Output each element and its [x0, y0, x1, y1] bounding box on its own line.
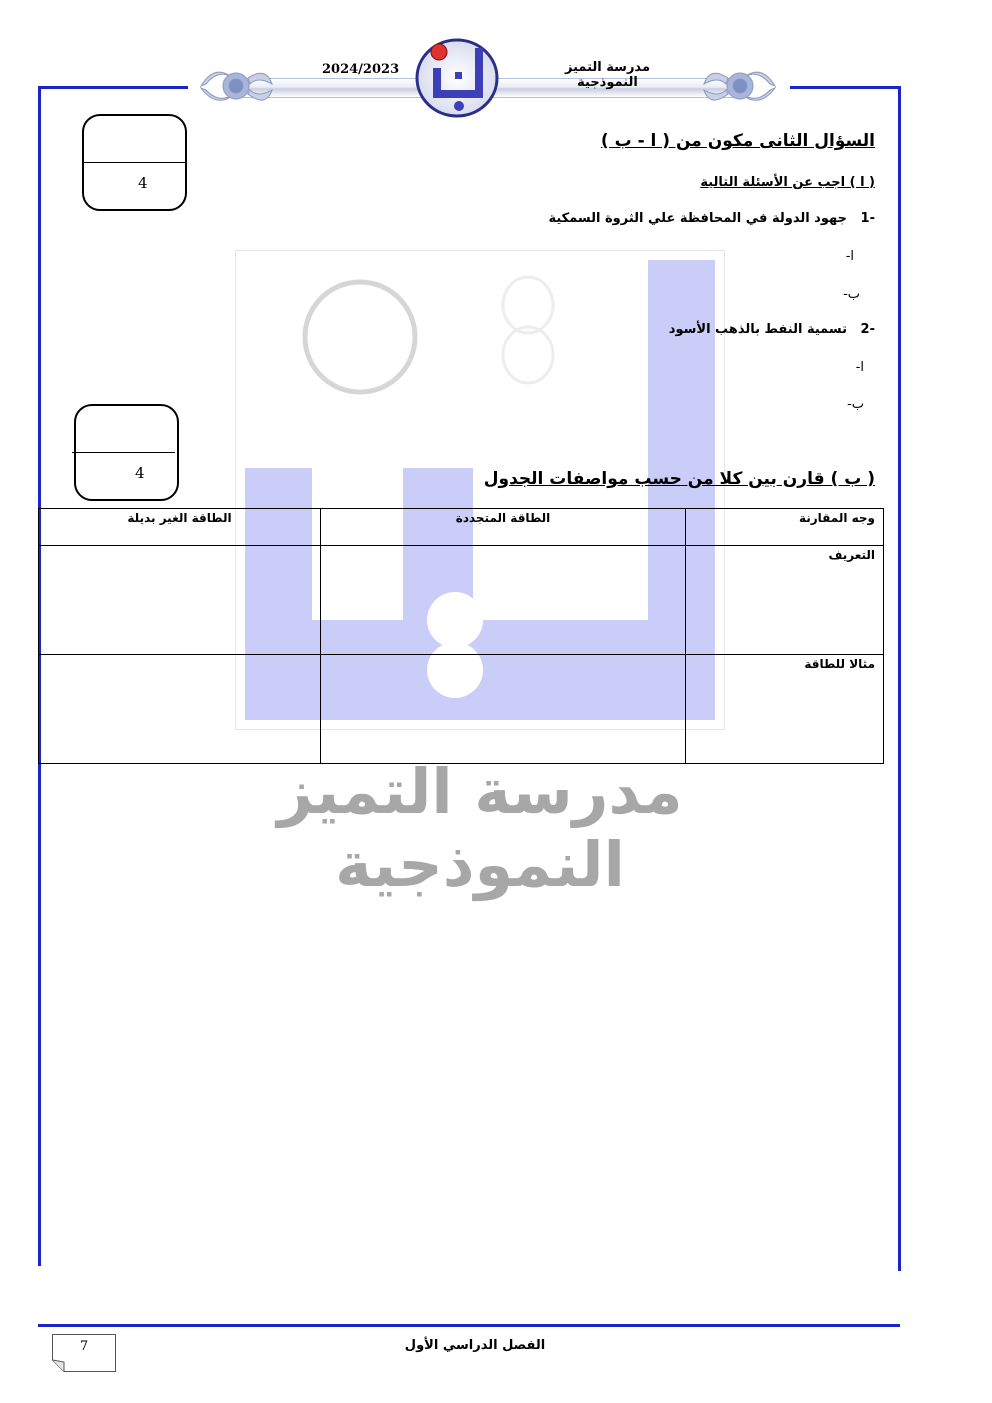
question-title: السؤال الثانى مكون من ( ا - ب ): [600, 131, 875, 151]
score-value-part-b: 4: [135, 464, 145, 482]
question-item-text: جهود الدولة في المحافظة علي الثروة السمكية: [548, 211, 847, 226]
question-item-text: تسمية النفط بالذهب الأسود: [668, 322, 847, 337]
academic-year: 2024/2023: [322, 62, 400, 77]
table-row: [39, 546, 884, 655]
part-a-heading: ( ا ) اجب عن الأسئلة التالية: [700, 175, 875, 190]
footer-semester: الفصل الدراسي الأول: [404, 1338, 546, 1353]
score-box-divider: [82, 162, 185, 163]
page-number: 7: [79, 1339, 89, 1354]
table-answer-cell[interactable]: [321, 655, 686, 764]
answer-line-b: ب-: [843, 287, 860, 302]
table-row-label: التعريف: [686, 546, 884, 655]
table-row-label: مثالا للطاقة: [686, 655, 884, 764]
frame-right-line: [898, 86, 901, 1271]
table-header-cell: وجه المقارنة: [686, 509, 884, 546]
table-answer-cell[interactable]: [321, 546, 686, 655]
school-logo: [415, 38, 499, 118]
part-b-heading: ( ب ) قارن بين كلا من حسب مواصفات الجدول: [483, 469, 875, 489]
flower-ornament-left: [196, 56, 276, 116]
table-header-cell: الطاقة الغير بديلة: [39, 509, 321, 546]
question-item-number: -1: [860, 211, 875, 226]
answer-line-a: ا-: [855, 360, 864, 375]
score-box-divider: [72, 452, 175, 453]
frame-top-right-line: [790, 86, 900, 89]
watermark-school-name: مدرسة التميز النموذجية: [277, 755, 683, 901]
comparison-table: [38, 508, 884, 764]
footer-line: [38, 1324, 900, 1327]
table-header-cell: الطاقة المتجددة: [321, 509, 686, 546]
score-value-part-a: 4: [138, 174, 148, 192]
question-item-number: -2: [860, 322, 875, 337]
table-row: [39, 655, 884, 764]
table-answer-cell[interactable]: [39, 655, 321, 764]
answer-line-b: ب-: [847, 397, 864, 412]
flower-ornament-right: [700, 56, 780, 116]
question-item-2: [669, 322, 875, 337]
question-item-1: [548, 211, 875, 226]
answer-line-a: ا-: [845, 249, 854, 264]
table-header-row: [39, 509, 884, 546]
school-name: مدرسة التميز النموذجية: [565, 60, 650, 90]
table-answer-cell[interactable]: [39, 546, 321, 655]
frame-top-left-line: [38, 86, 188, 89]
